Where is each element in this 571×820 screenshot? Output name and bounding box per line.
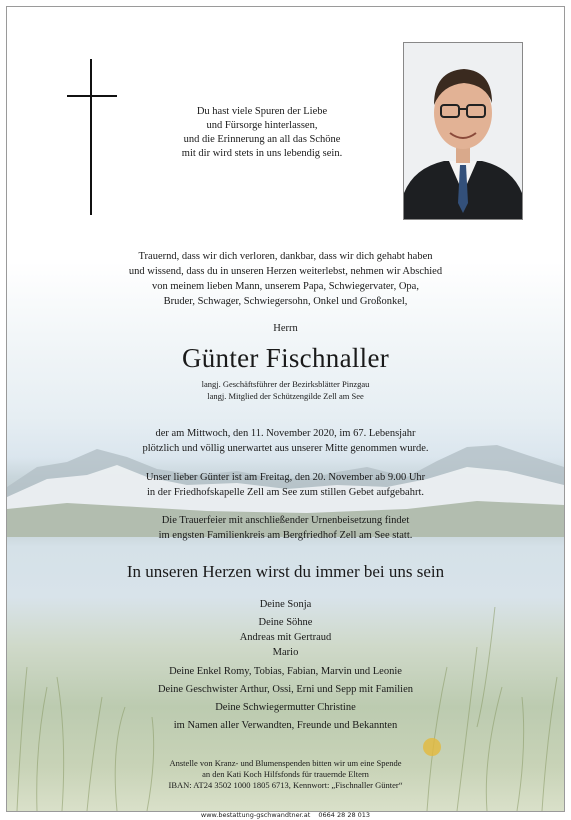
- funeral-line: im engsten Familienkreis am Bergfriedhof Zell am See statt.: [158, 530, 413, 541]
- poem-line: und die Erinnerung an all das Schöne: [183, 134, 341, 145]
- poem-line: und Fürsorge hinterlassen,: [206, 120, 318, 131]
- role-line: langj. Geschäftsführer der Bezirksblätter Pinzgau: [201, 379, 370, 389]
- portrait-photo: [403, 42, 523, 220]
- motto: In unseren Herzen wirst du immer bei uns sein: [126, 562, 445, 581]
- donation-line: Anstelle von Kranz- und Blumenspenden bitten wir um eine Spende: [169, 758, 402, 768]
- donation-line: IBAN: AT24 3502 1000 1805 6713, Kennwort: „Fischnaller Günter“: [168, 780, 403, 790]
- mourner-line: im Namen aller Verwandten, Freunde und Bekannten: [173, 720, 398, 732]
- footer-website: www.bestattung-gschwandtner.at: [200, 811, 311, 819]
- death-notice-line: der am Mittwoch, den 11. November 2020, im 67. Lebensjahr: [155, 428, 416, 439]
- viewing-line: in der Friedhofskapelle Zell am See zum stillen Gebet aufgebahrt.: [147, 487, 424, 498]
- funeral-line: Die Trauerfeier mit anschließender Urnenbeisetzung findet: [161, 515, 410, 526]
- footer-phone: 0664 28 28 013: [318, 811, 371, 819]
- poem-line: Du hast viele Spuren der Liebe: [196, 106, 328, 117]
- intro-line: Bruder, Schwager, Schwiegersohn, Onkel und Großonkel,: [163, 296, 408, 307]
- mourners-list: [47, 597, 524, 733]
- mourner-line: Deine Sonja: [259, 599, 312, 610]
- intro-line: und wissend, dass du in unseren Herzen weiterlebst, nehmen wir Abschied: [128, 266, 443, 277]
- mourner-line: Andreas mit Gertraud: [239, 632, 332, 644]
- intro-line: von meinem lieben Mann, unserem Papa, Schwiegervater, Opa,: [152, 281, 419, 292]
- viewing-line: Unser lieber Günter ist am Freitag, den 20. November ab 9.00 Uhr: [145, 472, 426, 483]
- mourner-line: Deine Schwiegermutter Christine: [215, 702, 356, 714]
- death-notice: [47, 426, 524, 456]
- death-notice-line: plötzlich und völlig unerwartet aus unserer Mitte genommen wurde.: [142, 443, 429, 454]
- mourner-line: Mario: [272, 647, 299, 659]
- mourner-line: Deine Enkel Romy, Tobias, Fabian, Marvin und Leonie: [169, 665, 402, 677]
- cross-icon: [67, 59, 117, 215]
- footer: [0, 810, 571, 820]
- mourner-line: Deine Söhne: [258, 617, 313, 629]
- deceased-name: Günter Fischnaller: [181, 343, 390, 373]
- poem: [137, 105, 387, 161]
- obituary-card: [6, 6, 565, 812]
- role-line: langj. Mitglied der Schützengilde Zell am See: [207, 391, 364, 401]
- roles: [7, 378, 564, 402]
- donation-line: an den Kati Koch Hilfsfonds für trauernde Eltern: [202, 769, 369, 779]
- viewing-notice: [47, 470, 524, 500]
- intro-line: Trauernd, dass wir dich verloren, dankbar, dass wir dich gehabt haben: [138, 251, 433, 262]
- mourner-line: Deine Geschwister Arthur, Ossi, Erni und Sepp mit Familien: [157, 683, 414, 695]
- poem-line: mit dir wird stets in uns lebendig sein.: [181, 148, 343, 159]
- salutation: Herrn: [273, 323, 298, 334]
- intro-text: [47, 249, 524, 309]
- donation-note: [47, 758, 524, 791]
- funeral-notice: [47, 513, 524, 543]
